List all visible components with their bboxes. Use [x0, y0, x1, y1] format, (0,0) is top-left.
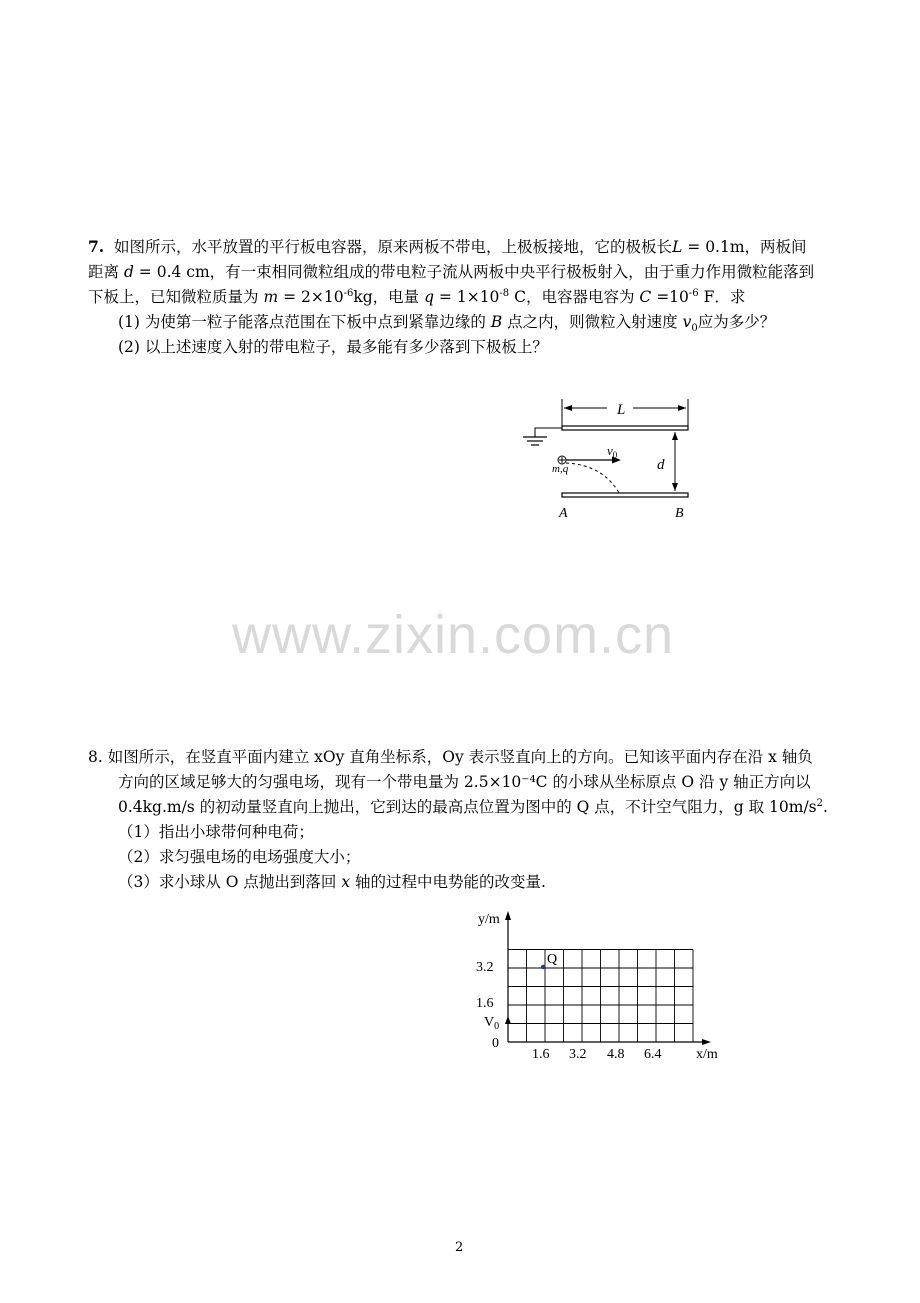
gap-label: d	[657, 457, 665, 473]
x-axis-label: x/m	[696, 1047, 718, 1062]
grid-lines	[508, 950, 693, 1043]
q8-line-2: 方向的区域足够大的匀强电场，现有一个带电量为 2.5×10⁻⁴C 的小球从坐标原点 O 沿 y 轴正方向以	[118, 773, 811, 791]
y-tick-0: 0	[492, 1036, 499, 1051]
v0-label: $V_0$	[484, 1015, 500, 1032]
y-tick-3-2: 3.2	[476, 960, 494, 975]
top-plate	[562, 426, 688, 430]
point-b-label: B	[675, 506, 684, 521]
trajectory-curve	[566, 463, 619, 493]
point-q-marker	[541, 965, 545, 969]
ground-wire	[535, 428, 562, 437]
q7-part-2: (2) 以上述速度入射的带电粒子，最多能有多少落到下极板上？	[118, 338, 548, 356]
x-tick-1-6: 1.6	[532, 1047, 550, 1062]
y-tick-1-6: 1.6	[476, 996, 494, 1011]
q7-number: 7.	[88, 237, 105, 256]
q7-line-3: 下板上，已知微粒质量为 $m = 2\times 10^{-6}kg$，电量 $q = 1\times 10^{-8}$ C，电容器电容为 $C =10^{-6}$ F．求	[88, 287, 746, 306]
mass-charge-label: m,q	[552, 463, 569, 475]
x-tick-3-2: 3.2	[569, 1047, 587, 1062]
q7-part-1: (1) 为使第一粒子能落点范围在下板中点到紧靠边缘的 B 点之内，则微粒入射速度 $v_0$应为多少？	[118, 313, 776, 335]
coordinate-grid-figure	[470, 905, 740, 1065]
bottom-plate	[562, 493, 688, 497]
point-q-label: Q	[547, 952, 558, 967]
q7-line-2: 距离 d = 0.4 cm，有一束相同微粒组成的带电粒子流从两板中央平行极板射入，由于重力作用微粒能落到	[88, 263, 815, 281]
y-axis-label: y/m	[478, 912, 500, 927]
q8-line-3: 0.4kg.m/s 的初动量竖直向上抛出，它到达的最高点位置为图中的 Q 点，不计空气阻力，g 取 $10m/s^2$.	[118, 797, 828, 816]
q8-part-1: （1）指出小球带何种电荷；	[118, 823, 314, 841]
length-label: L	[617, 402, 626, 418]
q8-part-3: （3）求小球从 O 点抛出到落回 x 轴的过程中电势能的改变量.	[118, 873, 546, 891]
x-tick-6-4: 6.4	[644, 1047, 662, 1062]
point-a-label: A	[559, 506, 568, 521]
velocity-label: $v_0$	[607, 443, 618, 460]
q8-part-2: （2）求匀强电场的电场强度大小；	[118, 848, 361, 866]
ground-icon	[523, 437, 547, 445]
watermark: www.zixin.com.cn	[232, 605, 675, 665]
q8-line-1: 8. 如图所示，在竖直平面内建立 xOy 直角坐标系，Oy 表示竖直向上的方向。已知该平面内存在沿 x 轴负	[88, 748, 813, 766]
q7-line-1: 7. 如图所示，水平放置的平行板电容器，原来两板不带电，上极板接地，它的极板长L = 0.1m，两板间	[88, 237, 807, 256]
x-tick-4-8: 4.8	[607, 1047, 625, 1062]
capacitor-figure	[515, 393, 715, 528]
page-number: 2	[455, 1240, 464, 1255]
v0-arrow	[505, 1016, 511, 1024]
